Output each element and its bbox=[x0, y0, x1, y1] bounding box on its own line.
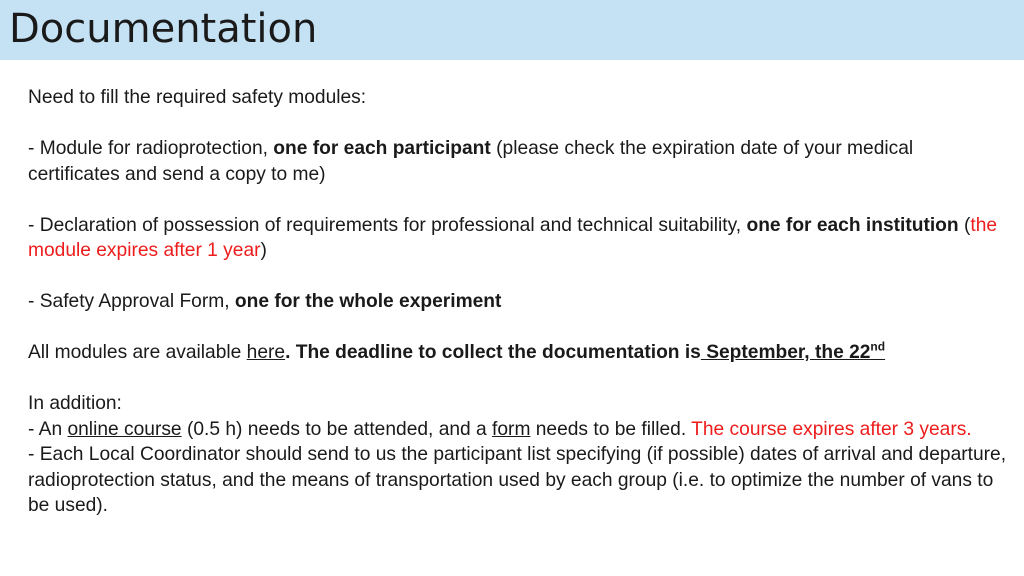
module-radioprotection-bold: one for each participant bbox=[273, 138, 491, 159]
deadline-date bbox=[700, 339, 886, 363]
addition-course-prefix: - An bbox=[28, 418, 68, 440]
deadline-intro: . The deadline to collect the documentation is bbox=[285, 342, 701, 363]
title-bar bbox=[0, 0, 1024, 60]
addition-course-mid: (0.5 h) needs to be attended, and a bbox=[181, 418, 493, 440]
course-expiry-note: The course expires after 3 years. bbox=[691, 418, 972, 440]
module-declaration-prefix: - Declaration of possession of requirements for professional and technical suitability, bbox=[28, 214, 747, 236]
addition-course-line bbox=[28, 417, 1008, 443]
addition-heading: In addition: bbox=[28, 393, 122, 414]
page-title: Documentation bbox=[9, 6, 318, 52]
module-radioprotection-prefix: - Module for radioprotection, bbox=[28, 138, 274, 159]
module-safety-approval bbox=[28, 289, 1008, 315]
availability-prefix: All modules are available bbox=[28, 342, 247, 363]
form-link[interactable]: form bbox=[492, 418, 531, 440]
module-radioprotection bbox=[28, 136, 1008, 187]
module-declaration-expiry: the module expires after 1 year bbox=[28, 214, 998, 261]
module-safety-approval-bold: one for the whole experiment bbox=[234, 291, 502, 312]
module-radioprotection-rest: (please check the expiration date of your medical certificates and send a copy to me) bbox=[28, 138, 914, 185]
module-safety-approval-prefix: - Safety Approval Form, bbox=[28, 291, 235, 312]
deadline-date-suffix: nd bbox=[870, 339, 886, 354]
slide-content bbox=[28, 85, 1008, 519]
addition-course-rest: needs to be filled. bbox=[530, 418, 692, 440]
online-course-link[interactable]: online course bbox=[67, 418, 182, 440]
addition-coordinator-line: - Each Local Coordinator should send to us the participant list specifying (if possible) dates of arrival and departure, radioprotection status, and the means of transportation used by each group (i.e. to optimize the number of vans to be used). bbox=[28, 444, 1007, 516]
module-declaration bbox=[28, 213, 1008, 264]
availability-line bbox=[28, 340, 1008, 366]
module-declaration-bold: one for each institution bbox=[746, 214, 959, 236]
here-link[interactable]: here bbox=[246, 342, 286, 363]
module-declaration-close-paren: ) bbox=[260, 240, 267, 261]
intro-text: Need to fill the required safety modules: bbox=[28, 87, 367, 108]
deadline-date-text: September, the 22 bbox=[700, 342, 871, 363]
module-declaration-open-paren: ( bbox=[958, 214, 971, 236]
